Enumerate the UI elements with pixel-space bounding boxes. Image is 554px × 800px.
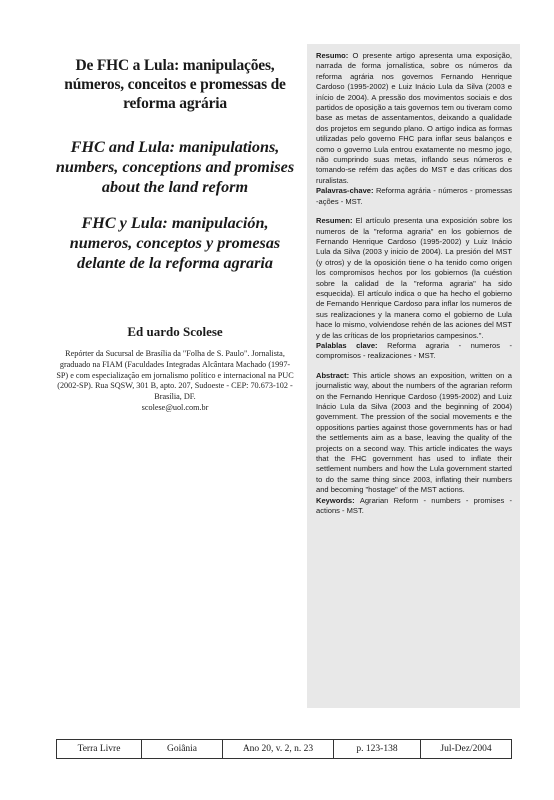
resumo-keywords-text: Reforma agrária - números - promessas -ações - MST. (316, 186, 512, 206)
resumo-label: Resumo (316, 51, 346, 60)
resumo-paragraph: Resumo: O presente artigo apresenta uma exposição, narrada de forma jornalística, sobre os números da reforma agrária nos governos Fernando Henrique Cardoso (1995-2002) e Luiz Inácio Lula da Silva (2003 e início de 2004). A pressão dos movimentos sociais e dos partidos de oposição a tais governos tem ou tiveram como base as metas de assentamentos, deixando a qualidade dos projetos em segundo plano. O artigo indica as formas utilizadas pelo governo FHC para inflar seus balanços e como o governo Lula entrou exatamente no mesmo jogo, não cumprindo suas metas, inflando seus números e tomando-se refém das ações do MST e das críticas dos ruralistas. (316, 51, 512, 185)
footer-date: Jul-Dez/2004 (440, 744, 492, 754)
abstract-text: This article shows an exposition, written on a journalistic way, about the numbers of the agrarian reform on the Fernando Henrique Cardoso (1995-2002) and Luiz Inácio Lula da Silva (2003 and the beginning of 2004) government. The pression of the social movements e the oppositions parties against those governments has or had the settlements aim as a base, leaving the quality of the projects on a second way. This article indicates the ways that the FHC government has used to inflate their settlement numbers and how the Lula government started to do the same thing since 2003, inflating their numbers and becoming "hostage" of the MST actions. (316, 370, 512, 495)
journal-footer (56, 739, 512, 759)
resumo-text: O presente artigo apresenta uma exposição, narrada de forma jornalística, sobre os números da reforma agrária nos governos Fernando Henrique Cardoso (1995-2002) e Luiz Inácio Lula da Silva (2003 e início de 2004). A pressão dos movimentos sociais e dos partidos de oposição a tais governos tem ou tiveram como base as metas de assentamentos, deixando a qualidade dos projetos em segundo plano. O artigo indica as formas utilizadas pelo governo FHC para inflar seus balanços e como o governo Lula entrou exatamente no mesmo jogo, não cumprindo suas metas, inflando seus números e tomando-se refém das ações do MST e das críticas dos ruralistas. (316, 51, 512, 185)
author-name: Ed uardo Scolese (127, 324, 223, 339)
title-portuguese: De FHC a Lula: manipulações, números, conceitos e promessas de reforma agrária (64, 57, 286, 112)
footer-journal: Terra Livre (57, 740, 142, 758)
resumen-label: Resumen (316, 216, 350, 226)
title-english: FHC and Lula: manipulations, numbers, conceptions and promises about the land reform (55, 138, 295, 196)
resumo-keywords-label: Palavras-chave (316, 186, 371, 196)
resumen-text: El artículo presenta una exposición sobre los numeros de la "reforma agraria" en los gobiernos de Fernando Henrique Cardoso (1995-2002) y Luiz Inácio Lula da Silva (2003 y inicio de 2004). La presión del MST (y otros) y de la oposición tiene o ha tenido como origen los compromisos hechos por los gobiernos (la cuéstion sobre la calidad de la "reforma agraria" ha sido esquecida). El artículo indica o que ha hecho el gobierno de Fernando Henrique Cardoso para inflar los numeros de sus realizaciones y la manera como el gobierno de Lula hace lo mismo, volviendose rehén de las aciones del MST y de las críticas de los proprietarios campesinos.". (316, 216, 512, 340)
author-email: scolese@uol.com.br (141, 402, 209, 412)
abstract-paragraph: Abstract: This article shows an exposition, written on a journalistic way, about the numbers of the agrarian reform on the Fernando Henrique Cardoso (1995-2002) and Luiz Inácio Lula da Silva (2003 and the beginning of 2004) government. The pression of the social movements e the oppositions parties against those governments has or had the settlements aim as a base, leaving the quality of the projects on a second way. This article indicates the ways that the FHC government has used to inflate their settlement numbers and how the Lula government started to do the same thing since 2003, inflating their numbers and becoming "hostage" of the MST actions. (316, 370, 512, 495)
resumen-keywords-label: Palablas clave (316, 340, 376, 350)
resumen-keywords: Palablas clave: Reforma agraria - numeros - compromisos - realizaciones - MST. (316, 340, 512, 361)
abstract-keywords: Keywords: Agrarian Reform - numbers - promises - actions - MST. (316, 495, 512, 516)
title-spanish: FHC y Lula: manipulación, numeros, conceptos y promesas delante de la reforma agraria (69, 214, 281, 272)
footer-city: Goiânia (142, 740, 223, 758)
abstract-keywords-text: Agrarian Reform - numbers - promises - actions - MST. (316, 495, 512, 516)
footer-pages: p. 123-138 (334, 740, 421, 758)
author-affiliation (55, 349, 295, 414)
abstract-label: Abstract (316, 370, 347, 380)
title-block (55, 56, 295, 414)
abstract-panel (307, 44, 520, 708)
affiliation-text: Repórter da Sucursal de Brasília da "Folha de S. Paulo". Jornalista, graduado na FIAM (Faculdades Integradas Alcântara Machado (1997-SP) e com especialização em jornalismo político e internacional na PUC (2002-SP). Rua SQSW, 301 B, apto. 207, Sudoeste - CEP: 70.673-102 - Brasília, DF. (56, 349, 294, 402)
footer-volume: Ano 20, v. 2, n. 23 (223, 740, 334, 758)
resumo-keywords: Palavras-chave: Reforma agrária - números - promessas -ações - MST. (316, 186, 512, 206)
abstract-keywords-label: Keywords (316, 495, 353, 505)
resumen-keywords-text: Reforma agraria - numeros - compromisos - realizaciones - MST. (316, 340, 512, 361)
resumen-paragraph: Resumen: El artículo presenta una exposición sobre los numeros de la "reforma agraria" en los gobiernos de Fernando Henrique Cardoso (1995-2002) y Luiz Inácio Lula da Silva (2003 y inicio de 2004). La presión del MST (y otros) y de la oposición tiene o ha tenido como origen los compromisos hechos por los gobiernos (la cuéstion sobre la calidad de la "reforma agraria" ha sido esquecida). El artículo indica o que ha hecho el gobierno de Fernando Henrique Cardoso para inflar los numeros de sus realizaciones y la manera como el gobierno de Lula hace lo mismo, volviendose rehén de las aciones del MST y de las críticas de los proprietarios campesinos.". (316, 216, 512, 340)
